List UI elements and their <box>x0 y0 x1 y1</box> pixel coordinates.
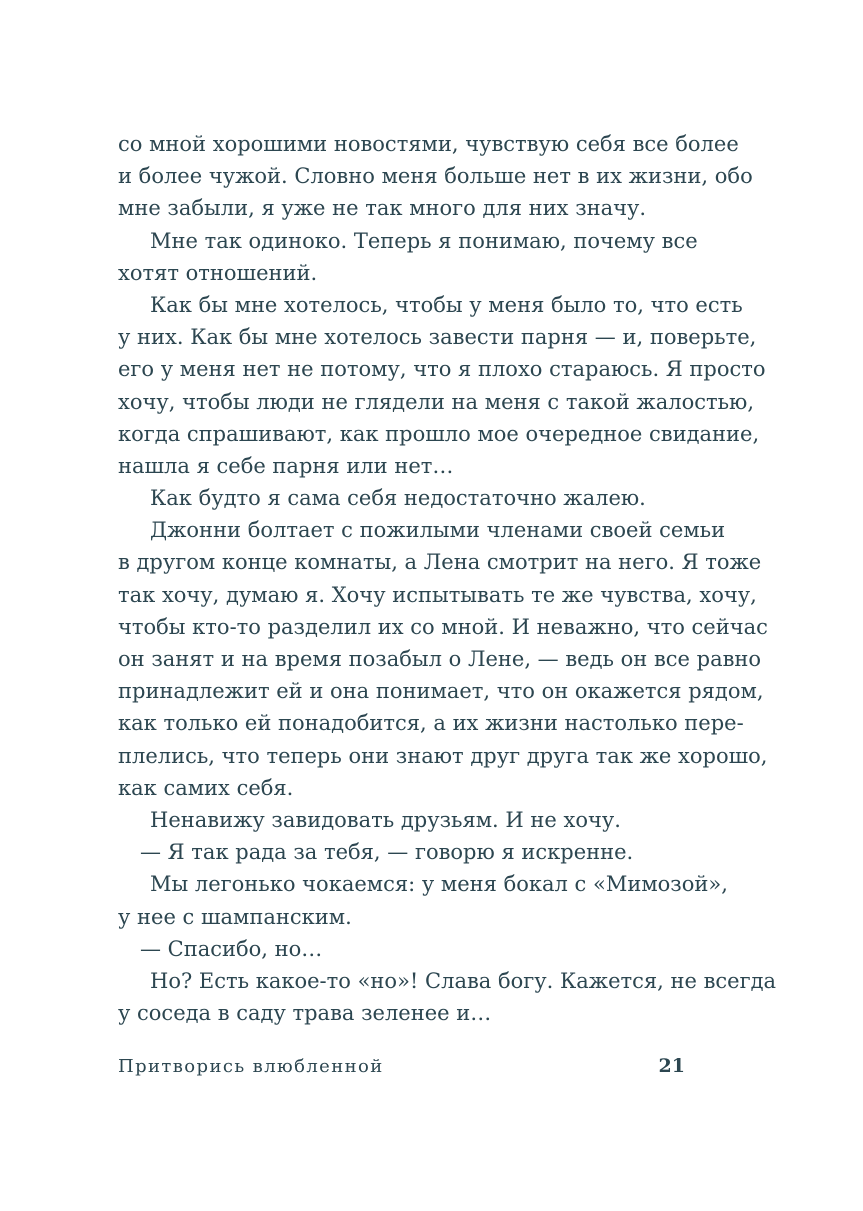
text-line: принадлежит ей и она понимает, что он окажется рядом, <box>118 679 764 704</box>
text-line: Джонни болтает с пожилыми членами своей семьи <box>150 518 726 543</box>
text-line: и более чужой. Словно меня больше нет в их жизни, обо <box>118 164 753 189</box>
text-line: Ненавижу завидовать друзьям. И не хочу. <box>150 807 621 832</box>
text-line: у нее с шампанским. <box>118 904 352 929</box>
text-line: так хочу, думаю я. Хочу испытывать те же чувства, хочу, <box>118 582 757 607</box>
text-line: у соседа в саду трава зеленее и… <box>118 1001 492 1026</box>
text-line: Мне так одиноко. Теперь я понимаю, почему все <box>150 228 698 253</box>
text-line: — Спасибо, но… <box>140 936 323 961</box>
text-line: Мы легонько чокаемся: у меня бокал с «Мимозой», <box>150 872 728 897</box>
text-line: у них. Как бы мне хотелось завести парня — и, поверьте, <box>118 325 757 350</box>
running-footer-title: Притворись влюбленной <box>118 1056 384 1077</box>
text-line: чтобы кто-то разделил их со мной. И неважно, что сейчас <box>118 614 768 639</box>
text-line: когда спрашивают, как прошло мое очередное свидание, <box>118 421 760 446</box>
page-number: 21 <box>658 1055 685 1077</box>
text-line: как только ей понадобится, а их жизни настолько пере- <box>118 711 744 736</box>
body-text <box>118 128 777 1029</box>
text-line: его у меня нет не потому, что я плохо стараюсь. Я просто <box>118 357 766 382</box>
text-line: со мной хорошими новостями, чувствую себя все более <box>118 132 739 156</box>
text-line: хочу, чтобы люди не глядели на меня с такой жалостью, <box>118 389 755 414</box>
text-line: плелись, что теперь они знают друг друга так же хорошо, <box>118 743 768 768</box>
text-line: он занят и на время позабыл о Лене, — ведь он все равно <box>118 647 762 671</box>
text-line: Как бы мне хотелось, чтобы у меня было то, что есть <box>150 292 743 317</box>
text-line: нашла я себе парня или нет… <box>118 453 454 478</box>
text-line: как самих себя. <box>118 775 294 800</box>
text-line: мне забыли, я уже не так много для них значу. <box>118 196 647 221</box>
text-line: в другом конце комнаты, а Лена смотрит на него. Я тоже <box>118 550 762 575</box>
text-line: — Я так рада за тебя, — говорю я искренне. <box>140 840 634 865</box>
text-line: Но? Есть какое-то «но»! Слава богу. Кажется, не всегда <box>150 968 777 993</box>
text-line: Как будто я сама себя недостаточно жалею. <box>150 486 646 511</box>
text-line: хотят отношений. <box>118 260 318 285</box>
